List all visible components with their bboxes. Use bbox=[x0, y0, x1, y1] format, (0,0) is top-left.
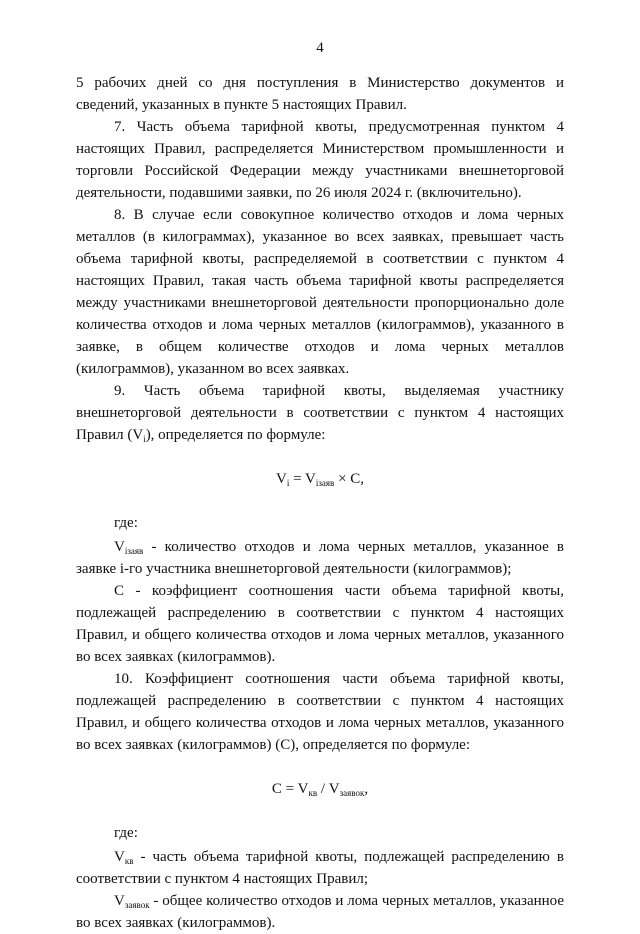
formula-vi-tail: × C, bbox=[334, 471, 365, 487]
paragraph-7: 7. Часть объема тарифной квоты, предусмотренная пунктом 4 настоящих Правил, распределяется Министерством промышленности и торговли Российской Федерации между участниками внешнеторговой деятельности, подавшими заявки, по 26 июля 2024 г. (включительно). bbox=[76, 119, 564, 201]
formula-c-sub1: кв bbox=[308, 788, 318, 798]
formula-vi-lhs: V bbox=[275, 471, 287, 487]
formula-vi bbox=[76, 468, 564, 490]
formula-c-lhs: C = V bbox=[271, 781, 309, 797]
def-vzayavok-sym: V bbox=[114, 893, 125, 909]
def-vzayavok-sub: заявок bbox=[124, 900, 150, 910]
def-vzayavok-text: - общее количество отходов и лома черных металлов, указанное во всех заявках (килограммов). bbox=[76, 893, 564, 931]
formula-c-sub2: заявок bbox=[339, 788, 365, 798]
def-vkv-text: - часть объема тарифной квоты, подлежащей распределению в соответствии с пунктом 4 настоящих Правил; bbox=[76, 849, 564, 887]
paragraph-8: 8. В случае если совокупное количество отходов и лома черных металлов (в килограммах), указанное во всех заявках, превышает часть объема тарифной квоты, распределяемой в соответствии с пунктом 4 настоящих Правил, такая часть объема тарифной квоты распределяется между участниками внешнеторговой деятельности пропорционально доле количества отходов и лома черных металлов (килограммов), указанного в заявке, в общем количестве отходов и лома черных металлов (килограммов), указанном во всех заявках. bbox=[76, 207, 564, 377]
def-v-text: - количество отходов и лома черных металлов, указанное в заявке i-го участника внешнеторговой деятельности (килограммов); bbox=[76, 539, 564, 577]
def-vkv-sym: V bbox=[114, 849, 125, 865]
paragraph-9 bbox=[76, 380, 564, 446]
definition-c: C - коэффициент соотношения части объема тарифной квоты, подлежащей распределению в соответствии с пунктом 4 настоящих Правил, и общего количества отходов и лома черных металлов, указанного во всех заявках (килограммов). bbox=[76, 583, 564, 665]
where-label-1: где: bbox=[114, 515, 138, 531]
document-body bbox=[76, 72, 564, 934]
page-number: 4 bbox=[316, 40, 324, 56]
formula-vi-rhs-sub: iзаяв bbox=[315, 478, 335, 488]
definition-v-zayavok bbox=[76, 890, 564, 934]
definition-v-kv bbox=[76, 846, 564, 890]
paragraph-9-text: 9. Часть объема тарифной квоты, выделяемая участнику внешнеторговой деятельности в соответствии с пунктом 4 настоящих Правил (V bbox=[76, 383, 564, 443]
def-vkv-sub: кв bbox=[124, 856, 134, 866]
formula-c-mid: / V bbox=[317, 781, 340, 797]
def-v-sub: iзаяв bbox=[124, 546, 144, 556]
formula-vi-lhs-sub: i bbox=[286, 478, 290, 488]
paragraph-intro: 5 рабочих дней со дня поступления в Министерство документов и сведений, указанных в пункте 5 настоящих Правил. bbox=[76, 75, 564, 113]
formula-c-tail: , bbox=[364, 781, 369, 797]
formula-vi-eq: = V bbox=[289, 471, 316, 487]
formula-c bbox=[76, 778, 564, 800]
paragraph-10: 10. Коэффициент соотношения части объема тарифной квоты, подлежащей распределению в соответствии с пунктом 4 настоящих Правил, и общего количества отходов и лома черных металлов, указанного во всех заявках (килограммов) (C), определяется по формуле: bbox=[76, 671, 564, 753]
definition-v-izayav bbox=[76, 536, 564, 580]
paragraph-9-tail: ), определяется по формуле: bbox=[145, 427, 326, 443]
paragraph-9-sub: i bbox=[143, 434, 146, 444]
where-label-2: где: bbox=[114, 825, 138, 841]
def-v-sym: V bbox=[114, 539, 125, 555]
